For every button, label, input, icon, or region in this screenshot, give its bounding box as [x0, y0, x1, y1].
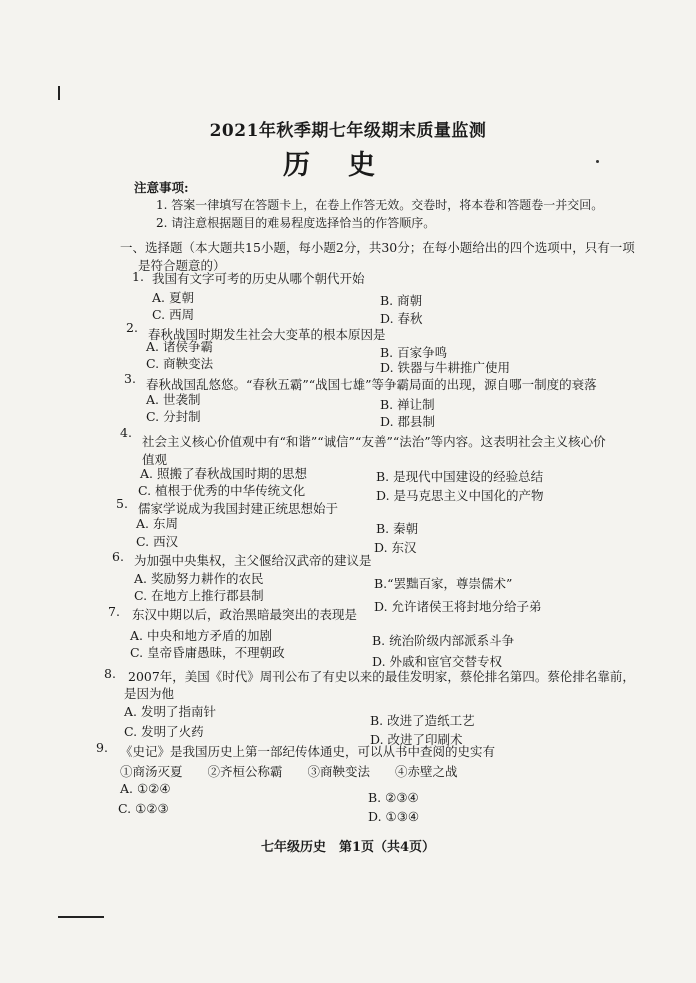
question-number: 6.: [112, 549, 124, 564]
option-c: C. 在地方上推行郡县制: [134, 588, 264, 603]
option-b: B. 百家争鸣: [380, 345, 448, 360]
question-stem: 春秋战国乱悠悠。“春秋五霸”“战国七雄”等争霸局面的出现，源自哪一制度的衰落: [146, 377, 597, 392]
question-stem: 春秋战国时期发生社会大变革的根本原因是: [148, 327, 386, 342]
option-b: B. ②③④: [368, 790, 419, 805]
question-stem: 《史记》是我国历史上第一部纪传体通史，可以从书中查阅的史实有: [120, 744, 496, 759]
question-number: 9.: [96, 740, 108, 755]
note-item: 2. 请注意根据题目的难易程度选择恰当的作答顺序。: [156, 216, 436, 230]
option-d: D. 春秋: [380, 311, 423, 326]
scan-mark-bottom: [58, 916, 104, 918]
option-a: A. 东周: [136, 516, 178, 531]
question-stem-cont: 是因为他: [124, 686, 175, 701]
option-d: D. 铁器与牛耕推广使用: [380, 360, 511, 375]
question-number: 4.: [120, 425, 132, 440]
question-number: 7.: [108, 604, 120, 619]
option-c: C. 西汉: [136, 534, 179, 549]
option-a: A. 夏朝: [152, 290, 194, 305]
option-b: B. 改进了造纸工艺: [370, 713, 475, 728]
question-stem-cont: 值观: [142, 452, 168, 467]
option-d: D. ①③④: [368, 809, 420, 824]
question-number: 2.: [126, 320, 138, 335]
option-d: D. 改进了印刷术: [370, 732, 463, 747]
option-a: A. 诸侯争霸: [146, 339, 213, 354]
option-a: A. ①②④: [120, 781, 171, 796]
option-c: C. 西周: [152, 307, 195, 322]
question-number: 8.: [104, 666, 116, 681]
question-number: 3.: [124, 371, 136, 386]
scan-mark-left: [58, 86, 60, 100]
option-a: A. 世袭制: [146, 392, 201, 407]
option-b: B. 商朝: [380, 293, 423, 308]
question-stem: 东汉中期以后，政治黑暗最突出的表现是: [132, 607, 358, 622]
option-b: B. 秦朝: [376, 521, 419, 536]
option-b: B.“罢黜百家，尊崇儒术”: [374, 576, 513, 591]
option-a: A. 照搬了春秋战国时期的思想: [140, 466, 307, 481]
option-d: D. 东汉: [374, 540, 417, 555]
option-b: B. 是现代中国建设的经验总结: [376, 469, 544, 484]
question-stem: 社会主义核心价值观中有“和谐”“诚信”“友善”“法治”等内容。这表明社会主义核心价: [142, 434, 606, 449]
question-number: 1.: [132, 269, 144, 284]
option-d: D. 是马克思主义中国化的产物: [376, 488, 544, 503]
question-number: 5.: [116, 496, 128, 511]
option-d: D. 允许诸侯王将封地分给子弟: [374, 599, 542, 614]
question-stem: 儒家学说成为我国封建正统思想始于: [138, 501, 339, 516]
exam-title: 2021年秋季期七年级期末质量监测: [209, 121, 487, 141]
question-stem: 2007年，美国《时代》周刊公布了有史以来的最佳发明家，蔡伦排名第四。蔡伦排名靠前，: [128, 669, 635, 684]
option-d: D. 郡县制: [380, 414, 436, 429]
option-d: D. 外戚和宦官交替专权: [372, 654, 503, 669]
section-heading-cont: 是符合题意的）: [138, 258, 226, 273]
option-c: C. 发明了火药: [124, 724, 204, 739]
option-c: C. 分封制: [146, 409, 201, 424]
subject-title: 历史: [283, 150, 413, 181]
option-c: C. 商鞅变法: [146, 356, 214, 371]
option-c: C. 皇帝昏庸愚昧，不理朝政: [130, 645, 285, 660]
option-c: C. 植根于优秀的中华传统文化: [138, 483, 306, 498]
option-a: A. 中央和地方矛盾的加剧: [130, 628, 272, 643]
section-heading: 一、选择题（本大题共15小题，每小题2分，共30分；在每小题给出的四个选项中，只有一项: [120, 240, 635, 255]
question-stem: 我国有文字可考的历史从哪个朝代开始: [152, 271, 365, 286]
option-c: C. ①②③: [118, 801, 169, 816]
option-a: A. 发明了指南针: [124, 704, 216, 719]
notes-heading: 注意事项:: [134, 180, 189, 195]
note-item: 1. 答案一律填写在答题卡上，在卷上作答无效。交卷时，将本卷和答题卷一并交回。: [156, 198, 604, 212]
question-stem: 为加强中央集权，主父偃给汉武帝的建议是: [134, 553, 372, 568]
question-stem-cont: ①商汤灭夏 ②齐桓公称霸 ③商鞅变法 ④赤壁之战: [120, 764, 458, 779]
option-b: B. 禅让制: [380, 397, 435, 412]
page-footer: 七年级历史 第1页（共4页）: [260, 840, 436, 855]
option-a: A. 奖励努力耕作的农民: [134, 571, 264, 586]
option-b: B. 统治阶级内部派系斗争: [372, 633, 515, 648]
